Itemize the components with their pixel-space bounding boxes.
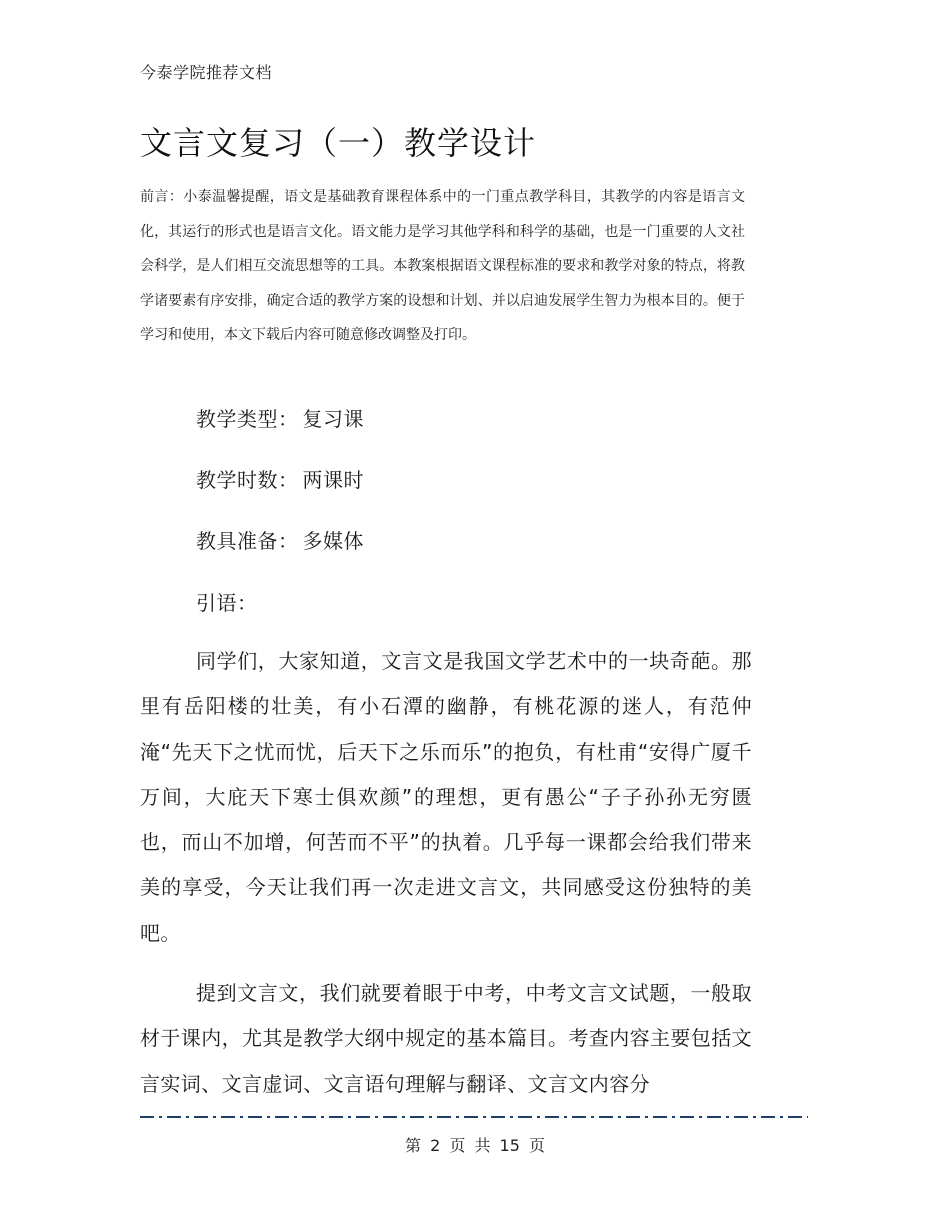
meta-teaching-hours-label: 教学时数： (196, 468, 299, 492)
page-number-footer: 第 2 页 共 15 页 (405, 1136, 545, 1155)
meta-teaching-type (196, 403, 364, 432)
preface-text: 前言：小泰温馨提醒，语文是基础教育课程体系中的一门重点教学科目，其教学的内容是语言文化，其运行的形式也是语言文化。语文能力是学习其他学科和科学的基础，也是一门重要的人文社会科学，是人们相互交流思想等的工具。本教案根据语文课程标准的要求和教学对象的特点，将教学诸要素有序安排，确定合适的教学方案的设想和计划、并以启迪发展学生智力为根本目的。便于学习和使用，本文下载后内容可随意修改调整及打印。 (140, 189, 745, 343)
body-paragraph-1: 同学们，大家知道，文言文是我国文学艺术中的一块奇葩。那里有岳阳楼的壮美，有小石潭的幽静，有桃花源的迷人，有范仲淹“先天下之忧而忧，后天下之乐而乐”的抱负，有杜甫“安得广厦千万间，大庇天下寒士俱欢颜”的理想，更有愚公“子子孙孙无穷匮也，而山不加增，何苦而不平”的执着。几乎每一课都会给我们带来美的享受，今天让我们再一次走进文言文，共同感受这份独特的美吧。 (140, 649, 752, 945)
meta-teaching-tools-label: 教具准备： (196, 529, 299, 553)
header-tag: 今泰学院推荐文档 (140, 63, 273, 82)
meta-teaching-tools-value: 多媒体 (302, 529, 364, 553)
meta-teaching-type-value: 复习课 (302, 407, 364, 431)
document-title: 文言文复习（一）教学设计 (140, 124, 537, 162)
body-paragraph-2: 提到文言文，我们就要着眼于中考，中考文言文试题，一般取材于课内，尤其是教学大纲中规定的基本篇目。考查内容主要包括文言实词、文言虚词、文言语句理解与翻译、文言文内容分 (140, 981, 752, 1096)
meta-teaching-type-label: 教学类型： (196, 407, 299, 431)
meta-teaching-hours (196, 464, 364, 493)
meta-teaching-hours-value: 两课时 (302, 468, 364, 492)
page-divider (140, 1116, 808, 1118)
meta-teaching-tools (196, 525, 364, 554)
meta-intro-label: 引语： (196, 591, 258, 615)
